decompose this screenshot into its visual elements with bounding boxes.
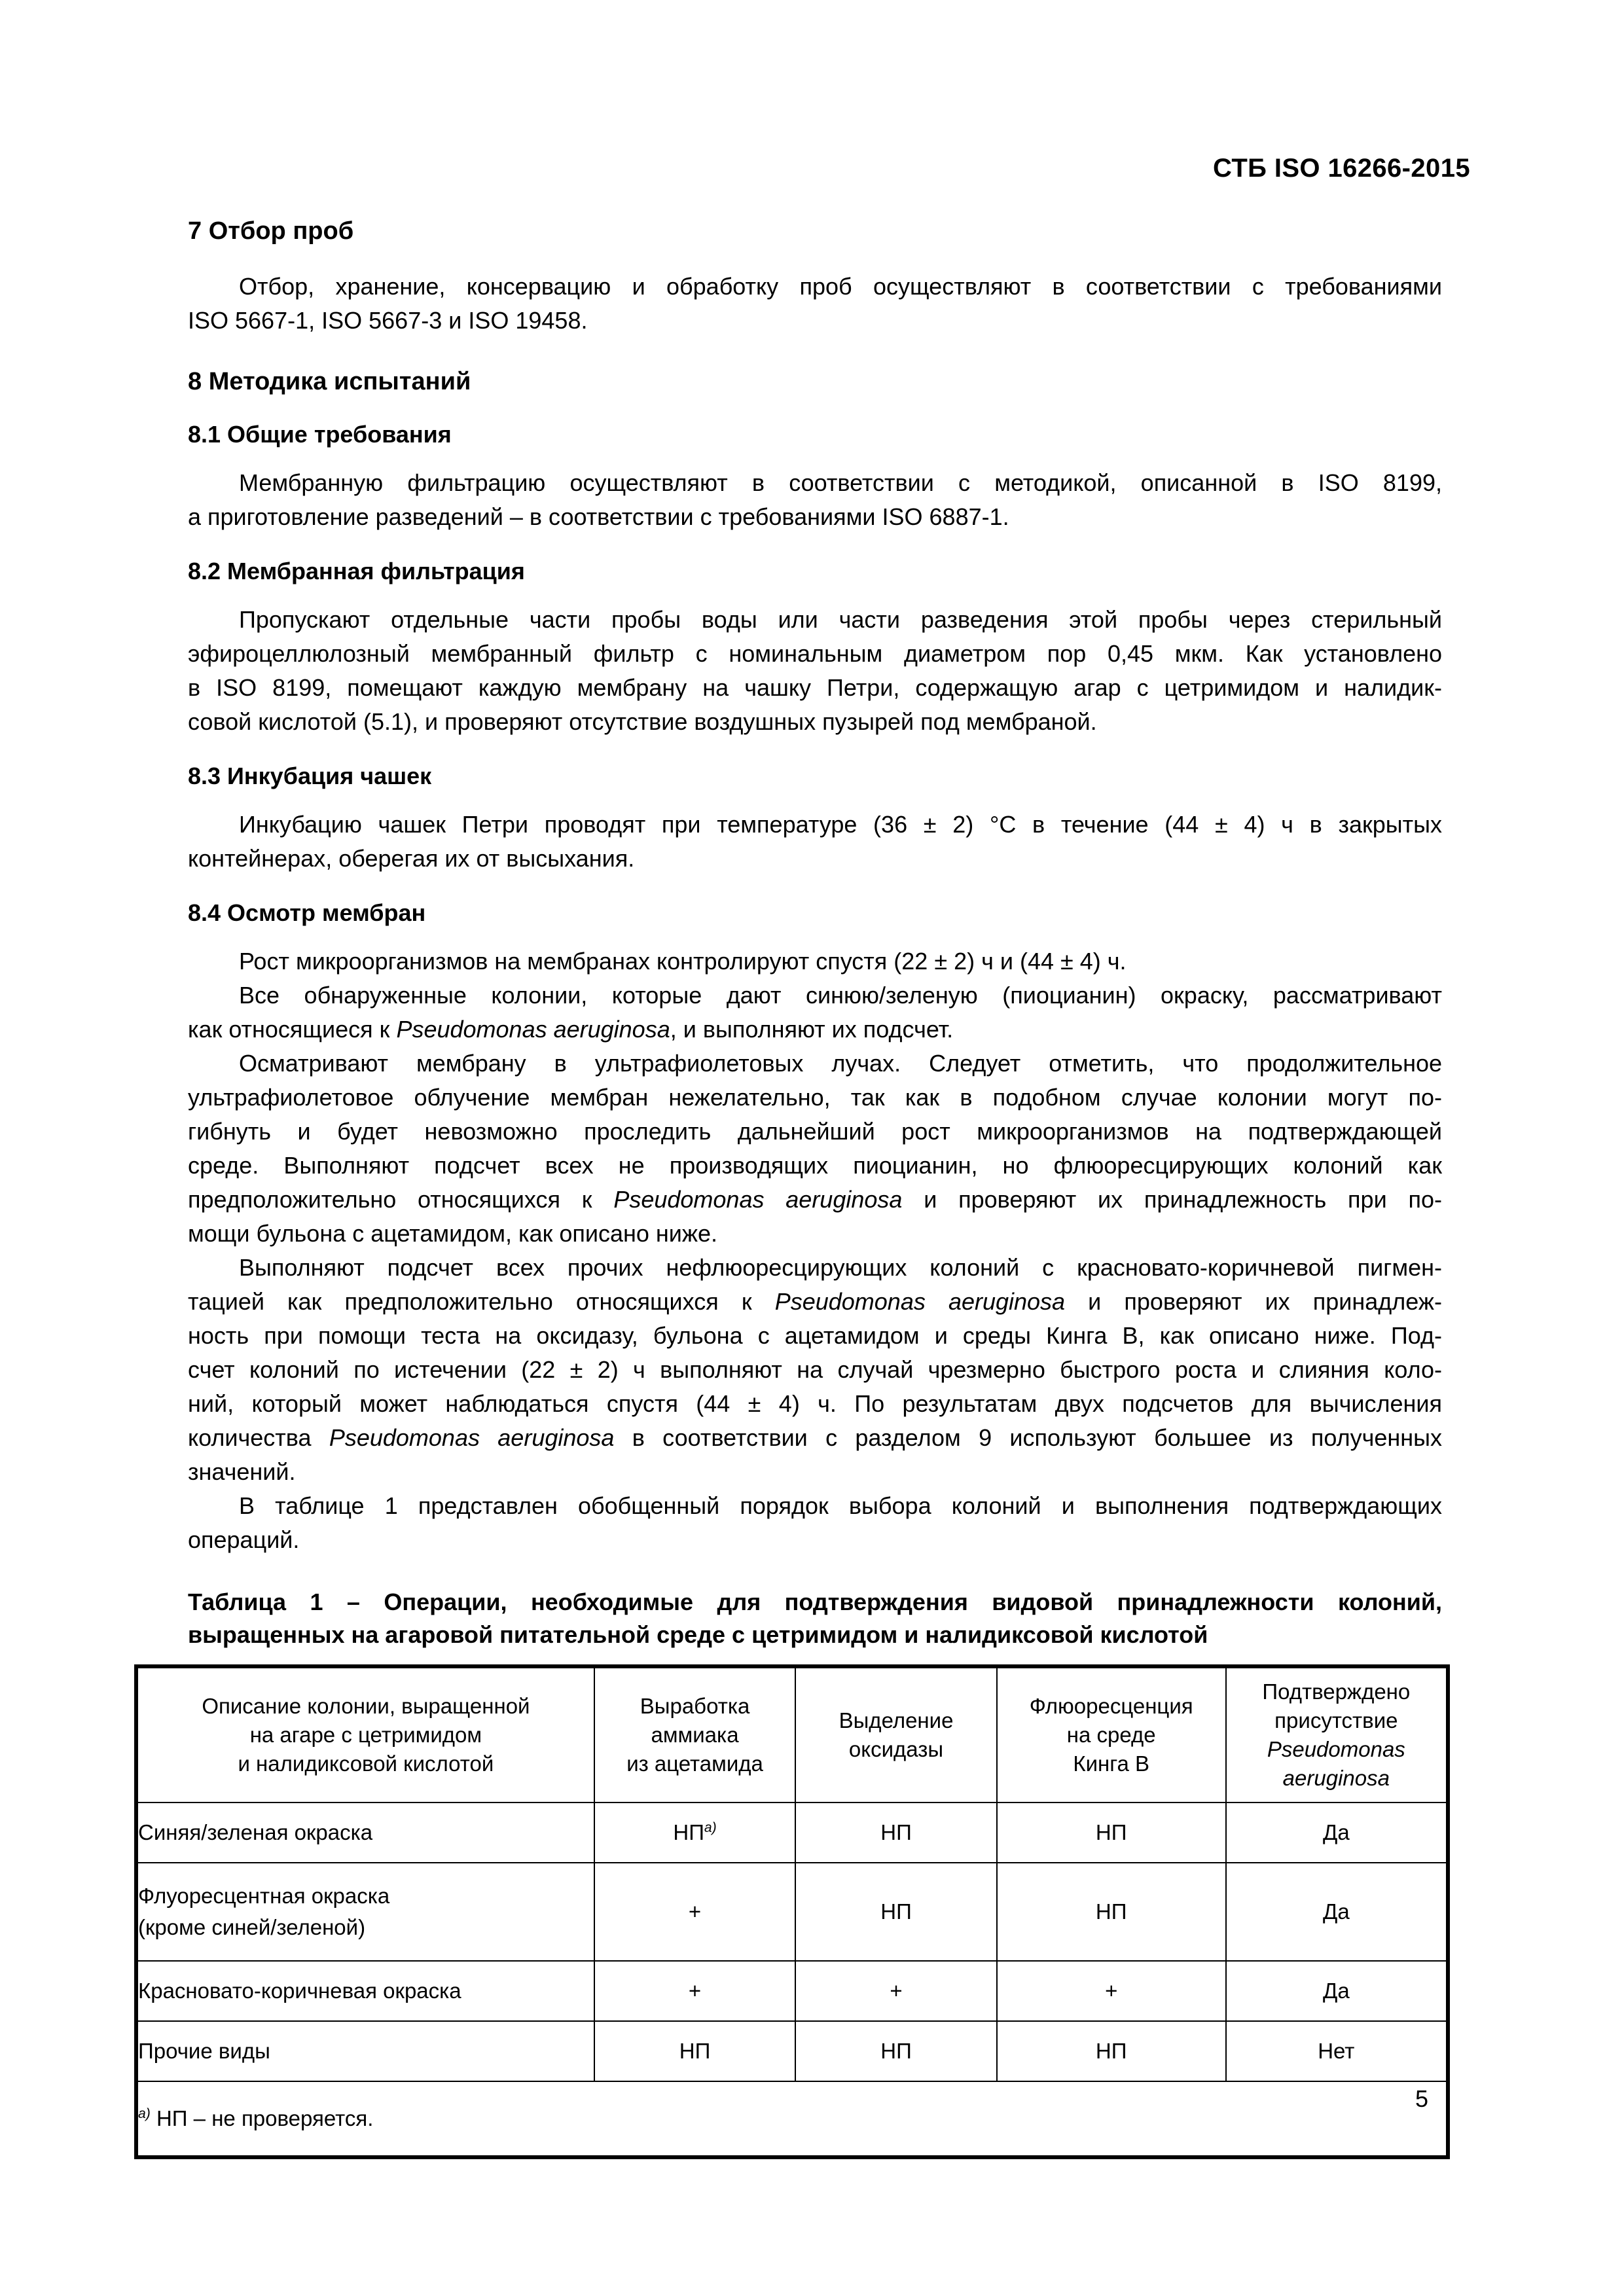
cell-value: НП	[673, 1820, 704, 1844]
text-line	[188, 1421, 1442, 1455]
cell-colony-description	[136, 2021, 594, 2081]
text-fragment: и проверяют их принадлежность при по-	[902, 1186, 1442, 1213]
species-name: Pseudomonas aeruginosa	[613, 1186, 903, 1213]
text-line: значений.	[188, 1458, 296, 1485]
text-fragment: тацией как предположительно относящихся к	[188, 1288, 775, 1315]
text-line: Пропускают отдельные части пробы воды или части разведения этой пробы через стерильный	[239, 606, 1442, 633]
text-line: ультрафиолетовое облучение мембран нежелательно, так как в подобном случае колонии могут по-	[188, 1084, 1442, 1111]
page-content	[138, 216, 1443, 2159]
text-line: Осматривают мембрану в ультрафиолетовых лучах. Следует отметить, что продолжительное	[239, 1050, 1442, 1077]
paragraph-8-4-4	[188, 1251, 1442, 1489]
heading-clause-8-1: 8.1 Общие требования	[188, 421, 452, 448]
cell-fluorescence: НП	[997, 2021, 1226, 2081]
text-line	[188, 1285, 1442, 1319]
table-footnote-row	[136, 2081, 1448, 2157]
text-line: контейнерах, оберегая их от высыхания.	[188, 845, 635, 872]
text-line: Красновато-коричневая окраска	[138, 1979, 461, 2003]
text-fragment: как относящиеся к	[188, 1016, 397, 1043]
paragraph-8-4-3	[188, 1047, 1442, 1251]
cell-colony-description	[136, 1863, 594, 1961]
text-line: Флюоресценция	[1029, 1694, 1193, 1718]
paragraph-clause-8-1	[188, 466, 1442, 534]
text-line: (кроме синей/зеленой)	[138, 1915, 366, 1939]
text-line: Выполняют подсчет всех прочих нефлюоресцирующих колоний с красновато-коричневой пигмен-	[239, 1254, 1442, 1281]
species-name: Pseudomonas aeruginosa	[396, 1016, 670, 1043]
table-row	[136, 1803, 1448, 1863]
paragraph-8-4-1	[188, 944, 1442, 978]
cell-fluorescence: +	[997, 1961, 1226, 2021]
col-header-oxidase-production	[795, 1666, 996, 1803]
col-header-confirmed-presence	[1226, 1666, 1448, 1803]
text-line: присутствие	[1274, 1708, 1398, 1732]
text-line: из ацетамида	[626, 1751, 763, 1776]
cell-confirmed: Нет	[1226, 2021, 1448, 2081]
paragraph-clause-8-2	[188, 603, 1442, 739]
text-line: выращенных на агаровой питательной среде с цетримидом и налидиксовой кислотой	[188, 1621, 1208, 1648]
text-line: Все обнаруженные колонии, которые дают синюю/зеленую (пиоцианин) окраску, рассматривают	[239, 982, 1442, 1009]
cell-oxidase: +	[795, 1961, 996, 2021]
cell-ammonia: +	[594, 1961, 795, 2021]
text-line: Подтверждено	[1262, 1679, 1411, 1704]
text-fragment: предположительно относящихся к	[188, 1186, 614, 1213]
text-line	[188, 1013, 1442, 1047]
text-line: Отбор, хранение, консервацию и обработку проб осуществляют в соответствии с требованиями	[239, 272, 1442, 300]
text-line: совой кислотой (5.1), и проверяют отсутствие воздушных пузырей под мембраной.	[188, 708, 1097, 735]
running-header-standard-number: СТБ ISO 16266-2015	[1213, 154, 1470, 183]
cell-oxidase: НП	[795, 1803, 996, 1863]
species-name: Pseudomonas aeruginosa	[329, 1424, 615, 1451]
col-header-fluorescence-king-b	[997, 1666, 1226, 1803]
table-1-head	[136, 1666, 1448, 1803]
col-header-ammonia-production	[594, 1666, 795, 1803]
col-header-colony-description	[136, 1666, 594, 1803]
text-line: а приготовление разведений – в соответствии с требованиями ISO 6887-1.	[188, 503, 1009, 530]
text-line: ISO 5667-1, ISO 5667-3 и ISO 19458.	[188, 306, 588, 334]
text-fragment: в соответствии с разделом 9 используют большее из полученных	[614, 1424, 1443, 1451]
cell-ammonia: +	[594, 1863, 795, 1961]
cell-colony-description	[136, 1961, 594, 2021]
text-line	[188, 1183, 1442, 1217]
paragraph-8-4-2	[188, 978, 1442, 1047]
cell-ammonia	[594, 1803, 795, 1863]
text-line: на агаре с цетримидом	[249, 1723, 482, 1747]
cell-confirmed: Да	[1226, 1961, 1448, 2021]
text-line: операций.	[188, 1526, 300, 1553]
text-line: эфироцеллюлозный мембранный фильтр с номинальным диаметром пор 0,45 мкм. Как установлено	[188, 640, 1442, 667]
heading-clause-8: 8 Методика испытаний	[188, 367, 471, 395]
page-number: 5	[1415, 2085, 1429, 2112]
table-1-caption	[188, 1586, 1442, 1651]
text-line: Флуоресцентная окраска	[138, 1884, 390, 1908]
table-row	[136, 1961, 1448, 2021]
text-line: Прочие виды	[138, 2039, 270, 2063]
table-1	[134, 1664, 1450, 2159]
cell-confirmed: Да	[1226, 1863, 1448, 1961]
text-line: Мембранную фильтрацию осуществляют в соответствии с методикой, описанной в ISO 8199,	[239, 469, 1442, 496]
cell-colony-description	[136, 1803, 594, 1863]
table-row	[136, 1863, 1448, 1961]
text-fragment: и проверяют их принадлеж-	[1065, 1288, 1442, 1315]
text-line: ность при помощи теста на оксидазу, бульона с ацетамидом и среды Кинга В, как описано ниже. Под-	[188, 1322, 1442, 1349]
text-line: Синяя/зеленая окраска	[138, 1820, 373, 1844]
text-fragment: , и выполняют их подсчет.	[670, 1016, 954, 1043]
text-line: Выработка	[640, 1694, 750, 1718]
species-name: Pseudomonas aeruginosa	[774, 1288, 1066, 1315]
table-row	[136, 2021, 1448, 2081]
footnote-marker: a)	[704, 1820, 717, 1835]
text-line: на среде	[1066, 1723, 1156, 1747]
text-line: Кинга В	[1073, 1751, 1150, 1776]
cell-confirmed: Да	[1226, 1803, 1448, 1863]
heading-clause-8-3: 8.3 Инкубация чашек	[188, 762, 432, 789]
paragraph-clause-7	[188, 270, 1442, 338]
text-line: оксидазы	[848, 1737, 944, 1761]
text-line: ний, который может наблюдаться спустя (44 ± 4) ч. По результатам двух подсчетов для вычисления	[188, 1390, 1442, 1417]
text-line: Выделение	[839, 1708, 954, 1732]
text-line: и налидиксовой кислотой	[238, 1751, 494, 1776]
footnote-text: НП – не проверяется.	[156, 2106, 374, 2130]
paragraph-clause-8-3	[188, 808, 1442, 876]
text-line: Таблица 1 – Операции, необходимые для подтверждения видовой принадлежности колоний,	[188, 1588, 1442, 1615]
text-line: в ISO 8199, помещают каждую мембрану на чашку Петри, содержащую агар с цетримидом и налидик-	[188, 674, 1442, 701]
paragraph-8-4-5	[188, 1489, 1442, 1557]
text-line: Инкубацию чашек Петри проводят при температуре (36 ± 2) °C в течение (44 ± 4) ч в закрытых	[239, 811, 1442, 838]
text-line: Описание колонии, выращенной	[202, 1694, 530, 1718]
species-name-epithet: aeruginosa	[1282, 1766, 1390, 1790]
cell-fluorescence: НП	[997, 1863, 1226, 1961]
text-line: аммиака	[651, 1723, 739, 1747]
table-header-row	[136, 1666, 1448, 1803]
species-name-genus: Pseudomonas	[1267, 1737, 1405, 1761]
text-line: среде. Выполняют подсчет всех не производящих пиоцианин, но флюоресцирующих колоний как	[188, 1152, 1442, 1179]
heading-clause-7: 7 Отбор проб	[188, 217, 354, 245]
footnote-marker: a)	[138, 2106, 151, 2121]
text-fragment: количества	[188, 1424, 329, 1451]
cell-oxidase: НП	[795, 2021, 996, 2081]
text-line: мощи бульона с ацетамидом, как описано ниже.	[188, 1220, 717, 1247]
cell-ammonia: НП	[594, 2021, 795, 2081]
text-line: В таблице 1 представлен обобщенный порядок выбора колоний и выполнения подтверждающих	[239, 1492, 1442, 1519]
heading-clause-8-4: 8.4 Осмотр мембран	[188, 899, 426, 926]
table-footnote	[136, 2081, 1448, 2157]
heading-clause-8-2: 8.2 Мембранная фильтрация	[188, 558, 525, 584]
cell-fluorescence: НП	[997, 1803, 1226, 1863]
cell-oxidase: НП	[795, 1863, 996, 1961]
text-line: гибнуть и будет невозможно проследить дальнейший рост микроорганизмов на подтверждающей	[188, 1118, 1442, 1145]
table-1-body	[136, 1803, 1448, 2157]
text-line: Рост микроорганизмов на мембранах контролируют спустя (22 ± 2) ч и (44 ± 4) ч.	[239, 948, 1127, 975]
text-line: счет колоний по истечении (22 ± 2) ч выполняют на случай чрезмерно быстрого роста и слияния коло-	[188, 1356, 1442, 1383]
